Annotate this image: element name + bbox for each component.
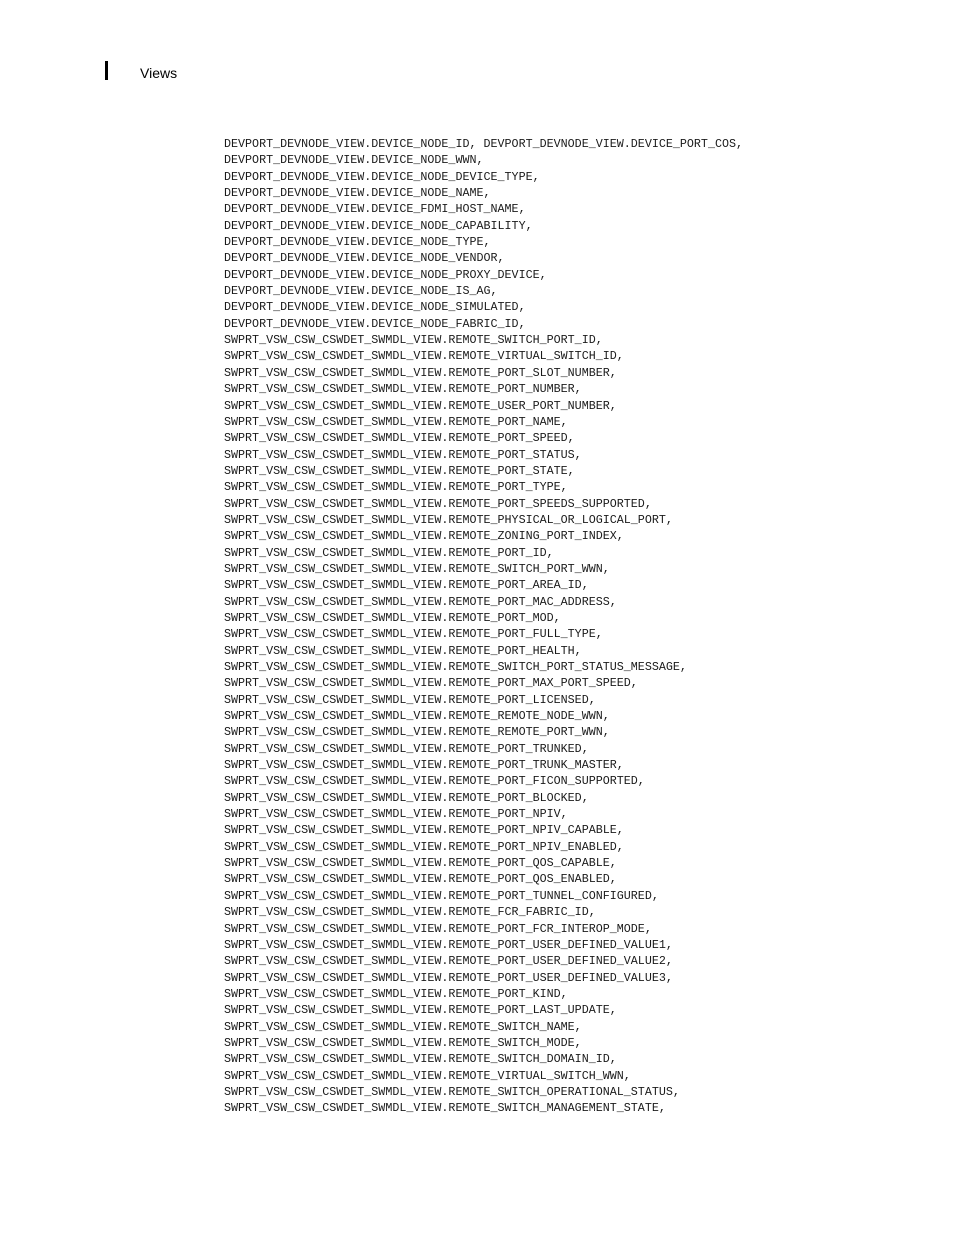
code-line: SWPRT_VSW_CSW_CSWDET_SWMDL_VIEW.REMOTE_PHYSICAL_OR_LOGICAL_PORT,: [224, 512, 673, 527]
code-line: DEVPORT_DEVNODE_VIEW.DEVICE_NODE_CAPABILITY,: [224, 218, 533, 233]
code-line: SWPRT_VSW_CSW_CSWDET_SWMDL_VIEW.REMOTE_PORT_MAX_PORT_SPEED,: [224, 676, 638, 691]
code-line: SWPRT_VSW_CSW_CSWDET_SWMDL_VIEW.REMOTE_PORT_NUMBER,: [224, 382, 582, 397]
code-line: SWPRT_VSW_CSW_CSWDET_SWMDL_VIEW.REMOTE_ZONING_PORT_INDEX,: [224, 529, 624, 544]
code-line: SWPRT_VSW_CSW_CSWDET_SWMDL_VIEW.REMOTE_PORT_AREA_ID,: [224, 578, 589, 593]
code-line: DEVPORT_DEVNODE_VIEW.DEVICE_NODE_DEVICE_TYPE,: [224, 169, 540, 184]
code-line: SWPRT_VSW_CSW_CSWDET_SWMDL_VIEW.REMOTE_PORT_MAC_ADDRESS,: [224, 594, 617, 609]
code-line: SWPRT_VSW_CSW_CSWDET_SWMDL_VIEW.REMOTE_PORT_USER_DEFINED_VALUE3,: [224, 970, 673, 985]
code-line: SWPRT_VSW_CSW_CSWDET_SWMDL_VIEW.REMOTE_PORT_FCR_INTEROP_MODE,: [224, 921, 652, 936]
code-line: DEVPORT_DEVNODE_VIEW.DEVICE_NODE_TYPE,: [224, 235, 491, 250]
code-line: SWPRT_VSW_CSW_CSWDET_SWMDL_VIEW.REMOTE_VIRTUAL_SWITCH_ID,: [224, 349, 624, 364]
code-line: SWPRT_VSW_CSW_CSWDET_SWMDL_VIEW.REMOTE_PORT_LAST_UPDATE,: [224, 1003, 617, 1018]
code-line: SWPRT_VSW_CSW_CSWDET_SWMDL_VIEW.REMOTE_PORT_NPIV_CAPABLE,: [224, 823, 624, 838]
code-line: SWPRT_VSW_CSW_CSWDET_SWMDL_VIEW.REMOTE_SWITCH_PORT_STATUS_MESSAGE,: [224, 660, 687, 674]
code-line: SWPRT_VSW_CSW_CSWDET_SWMDL_VIEW.REMOTE_FCR_FABRIC_ID,: [224, 905, 596, 920]
code-line: SWPRT_VSW_CSW_CSWDET_SWMDL_VIEW.REMOTE_PORT_NPIV,: [224, 807, 568, 822]
code-line: SWPRT_VSW_CSW_CSWDET_SWMDL_VIEW.REMOTE_SWITCH_MANAGEMENT_STATE,: [224, 1101, 666, 1116]
code-line: SWPRT_VSW_CSW_CSWDET_SWMDL_VIEW.REMOTE_SWITCH_MODE,: [224, 1035, 582, 1050]
code-line: SWPRT_VSW_CSW_CSWDET_SWMDL_VIEW.REMOTE_PORT_STATE,: [224, 463, 575, 478]
code-line: SWPRT_VSW_CSW_CSWDET_SWMDL_VIEW.REMOTE_PORT_USER_DEFINED_VALUE1,: [224, 937, 673, 952]
code-line: SWPRT_VSW_CSW_CSWDET_SWMDL_VIEW.REMOTE_PORT_FULL_TYPE,: [224, 627, 603, 642]
code-line: SWPRT_VSW_CSW_CSWDET_SWMDL_VIEW.REMOTE_PORT_FICON_SUPPORTED,: [224, 774, 645, 789]
code-line: SWPRT_VSW_CSW_CSWDET_SWMDL_VIEW.REMOTE_SWITCH_DOMAIN_ID,: [224, 1052, 617, 1067]
code-line: SWPRT_VSW_CSW_CSWDET_SWMDL_VIEW.REMOTE_PORT_LICENSED,: [224, 692, 596, 707]
code-line: DEVPORT_DEVNODE_VIEW.DEVICE_NODE_SIMULATED,: [224, 300, 526, 315]
code-line: DEVPORT_DEVNODE_VIEW.DEVICE_NODE_VENDOR,: [224, 251, 505, 266]
code-line: SWPRT_VSW_CSW_CSWDET_SWMDL_VIEW.REMOTE_VIRTUAL_SWITCH_WWN,: [224, 1068, 631, 1083]
code-line: SWPRT_VSW_CSW_CSWDET_SWMDL_VIEW.REMOTE_SWITCH_NAME,: [224, 1019, 582, 1034]
code-line: SWPRT_VSW_CSW_CSWDET_SWMDL_VIEW.REMOTE_PORT_SLOT_NUMBER,: [224, 365, 617, 380]
code-line: SWPRT_VSW_CSW_CSWDET_SWMDL_VIEW.REMOTE_USER_PORT_NUMBER,: [224, 398, 617, 413]
code-line: SWPRT_VSW_CSW_CSWDET_SWMDL_VIEW.REMOTE_REMOTE_PORT_WWN,: [224, 725, 610, 740]
code-line: SWPRT_VSW_CSW_CSWDET_SWMDL_VIEW.REMOTE_SWITCH_OPERATIONAL_STATUS,: [224, 1084, 680, 1099]
code-line: DEVPORT_DEVNODE_VIEW.DEVICE_NODE_WWN,: [224, 153, 484, 168]
code-line: SWPRT_VSW_CSW_CSWDET_SWMDL_VIEW.REMOTE_PORT_TRUNKED,: [224, 741, 589, 756]
code-line: SWPRT_VSW_CSW_CSWDET_SWMDL_VIEW.REMOTE_REMOTE_NODE_WWN,: [224, 709, 610, 724]
code-line: DEVPORT_DEVNODE_VIEW.DEVICE_NODE_FABRIC_ID,: [224, 316, 526, 331]
code-line: SWPRT_VSW_CSW_CSWDET_SWMDL_VIEW.REMOTE_SWITCH_PORT_ID,: [224, 333, 603, 348]
code-line: SWPRT_VSW_CSW_CSWDET_SWMDL_VIEW.REMOTE_PORT_ID,: [224, 545, 554, 560]
code-line: SWPRT_VSW_CSW_CSWDET_SWMDL_VIEW.REMOTE_PORT_STATUS,: [224, 447, 582, 462]
code-line: DEVPORT_DEVNODE_VIEW.DEVICE_NODE_NAME,: [224, 186, 491, 201]
code-line: SWPRT_VSW_CSW_CSWDET_SWMDL_VIEW.REMOTE_PORT_KIND,: [224, 986, 568, 1001]
code-line: DEVPORT_DEVNODE_VIEW.DEVICE_NODE_ID, DEVPORT_DEVNODE_VIEW.DEVICE_PORT_COS,: [224, 137, 744, 151]
code-line: SWPRT_VSW_CSW_CSWDET_SWMDL_VIEW.REMOTE_PORT_MOD,: [224, 610, 561, 625]
code-line: SWPRT_VSW_CSW_CSWDET_SWMDL_VIEW.REMOTE_PORT_TYPE,: [224, 480, 568, 495]
code-line: SWPRT_VSW_CSW_CSWDET_SWMDL_VIEW.REMOTE_PORT_TRUNK_MASTER,: [224, 758, 624, 773]
code-line: SWPRT_VSW_CSW_CSWDET_SWMDL_VIEW.REMOTE_PORT_QOS_CAPABLE,: [224, 856, 617, 871]
code-line: SWPRT_VSW_CSW_CSWDET_SWMDL_VIEW.REMOTE_SWITCH_PORT_WWN,: [224, 561, 610, 576]
code-line: SWPRT_VSW_CSW_CSWDET_SWMDL_VIEW.REMOTE_PORT_QOS_ENABLED,: [224, 872, 617, 887]
code-line: SWPRT_VSW_CSW_CSWDET_SWMDL_VIEW.REMOTE_PORT_BLOCKED,: [224, 790, 589, 805]
code-line: SWPRT_VSW_CSW_CSWDET_SWMDL_VIEW.REMOTE_PORT_HEALTH,: [224, 643, 582, 658]
sql-code-listing: [224, 136, 904, 1117]
code-line: SWPRT_VSW_CSW_CSWDET_SWMDL_VIEW.REMOTE_PORT_NPIV_ENABLED,: [224, 839, 624, 854]
code-line: DEVPORT_DEVNODE_VIEW.DEVICE_FDMI_HOST_NAME,: [224, 202, 526, 217]
code-line: SWPRT_VSW_CSW_CSWDET_SWMDL_VIEW.REMOTE_PORT_SPEEDS_SUPPORTED,: [224, 496, 652, 511]
code-line: SWPRT_VSW_CSW_CSWDET_SWMDL_VIEW.REMOTE_PORT_TUNNEL_CONFIGURED,: [224, 888, 659, 903]
code-line: DEVPORT_DEVNODE_VIEW.DEVICE_NODE_IS_AG,: [224, 284, 498, 299]
code-line: SWPRT_VSW_CSW_CSWDET_SWMDL_VIEW.REMOTE_PORT_NAME,: [224, 414, 568, 429]
running-header: Views: [140, 65, 178, 81]
code-line: SWPRT_VSW_CSW_CSWDET_SWMDL_VIEW.REMOTE_PORT_SPEED,: [224, 431, 575, 446]
change-bar: [105, 61, 108, 80]
code-line: DEVPORT_DEVNODE_VIEW.DEVICE_NODE_PROXY_DEVICE,: [224, 267, 547, 282]
code-line: SWPRT_VSW_CSW_CSWDET_SWMDL_VIEW.REMOTE_PORT_USER_DEFINED_VALUE2,: [224, 954, 673, 969]
